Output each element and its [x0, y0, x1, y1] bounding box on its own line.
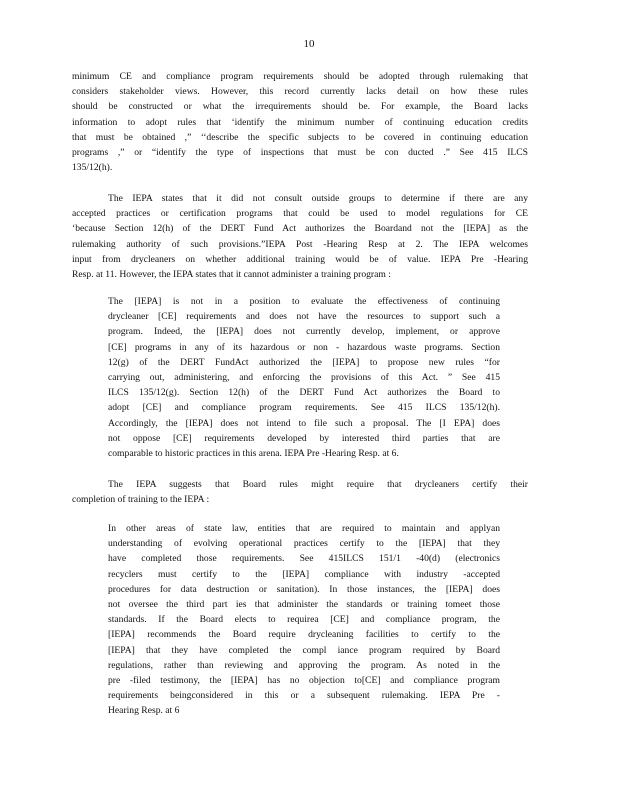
text-line: [IEPA] that they have completed the compl iance program required by Board: [108, 644, 500, 656]
text-line: The IEPA suggests that Board rules might require that drycleaners certify their: [108, 479, 528, 490]
text-line: ‘because Section 12(h) of the DERT Fund Act authorizes the Boardand not the [IEPA] as the: [72, 223, 528, 235]
text-line: 12(g) of the DERT FundAct authorized the [IEPA] to propose new rules “for: [108, 356, 500, 368]
text-line: [IEPA] recommends the Board require drycleaning facilities to certify to the: [108, 629, 500, 641]
text-line: considers stakeholder views. However, this record currently lacks detail on how these rules: [72, 86, 528, 98]
text-line: recyclers must certify to the [IEPA] compliance with industry -accepted: [108, 568, 500, 580]
text-line: In other areas of state law, entities that are required to maintain and applyan: [108, 523, 500, 534]
text-line: that must be obtained ,” ‘‘describe the specific subjects to be covered in continuing education: [72, 131, 528, 143]
paragraph-certification-suggestion: [72, 477, 528, 507]
text-line: minimum CE and compliance program requirements should be adopted through rulemaking that: [72, 71, 528, 82]
text-line: 135/12(h).: [72, 162, 113, 174]
text-line: The IEPA states that it did not consult outside groups to determine if there are any: [108, 193, 528, 204]
paragraph-rulemaking-detail: [72, 69, 528, 175]
text-line: [CE] programs in any of its hazardous or non - hazardous waste programs. Section: [108, 341, 500, 353]
text-line: pre -filed testimony, the [IEPA] has no objection to[CE] and compliance program: [108, 675, 500, 687]
text-line: input from drycleaners on whether additional training would be of value. IEPA Pre -Hearing: [72, 253, 528, 265]
page-number: 10: [303, 38, 315, 50]
text-line: completion of training to the IEPA :: [72, 494, 210, 506]
text-line: regulations, rather than reviewing and approving the program. As noted in the: [108, 659, 500, 671]
text-line: accepted practices or certification programs that could be used to model regulations for CE: [72, 208, 528, 220]
text-line: not oversee the third part ies that administer the standards or training tomeet those: [108, 599, 500, 611]
text-line: The [IEPA] is not in a position to evaluate the effectiveness of continuing: [108, 296, 500, 307]
text-line: comparable to historic practices in this arena. IEPA Pre -Hearing Resp. at 6.: [108, 448, 399, 460]
text-line: Resp. at 11. However, the IEPA states that it cannot administer a training program :: [72, 269, 391, 281]
text-line: understanding of evolving operational practices certify to the [IEPA] that they: [108, 538, 500, 550]
text-line: Accordingly, the [IEPA] does not intend to file such a proposal. The [I EPA] does: [108, 417, 500, 429]
text-line: adopt [CE] and compliance program requirements. See 415 ILCS 135/12(h).: [108, 402, 500, 414]
text-line: carrying out, administering, and enforcing the provisions of this Act. ” See 415: [108, 372, 500, 384]
text-line: should be constructed or what the irrequirements should be. For example, the Board lacks: [72, 101, 528, 113]
text-line: rulemaking authority of such provisions.”IEPA Post -Hearing Resp at 2. The IEPA welcomes: [72, 238, 528, 250]
text-line: standards. If the Board elects to requirea [CE] and compliance program, the: [108, 614, 500, 626]
text-line: drycleaner [CE] requirements and does not have the resources to support such a: [108, 311, 500, 323]
text-line: not oppose [CE] requirements developed by interested third parties that are: [108, 432, 500, 444]
text-line: program. Indeed, the [IEPA] does not currently develop, implement, or approve: [108, 326, 500, 338]
text-line: programs ,” or “identify the type of inspections that must be con ducted .” See 415 ILCS: [72, 147, 528, 159]
text-line: requirements beingconsidered in this or a subsequent rulemaking. IEPA Pre -: [108, 690, 500, 702]
text-line: have completed those requirements. See 415ILCS 151/1 -40(d) (electronics: [108, 553, 500, 565]
text-line: information to adopt rules that ‘identify the minimum number of continuing education credits: [72, 116, 528, 128]
text-line: procedures for data destruction or sanitation). In those instances, the [IEPA] does: [108, 583, 500, 595]
paragraph-iepa-consultation: [72, 191, 528, 282]
text-line: ILCS 135/12(g). Section 12(h) of the DERT Fund Act authorizes the Board to: [108, 387, 500, 399]
block-quote-certification: [108, 521, 500, 719]
text-line: Hearing Resp. at 6: [108, 705, 180, 717]
block-quote-training: [108, 294, 500, 461]
